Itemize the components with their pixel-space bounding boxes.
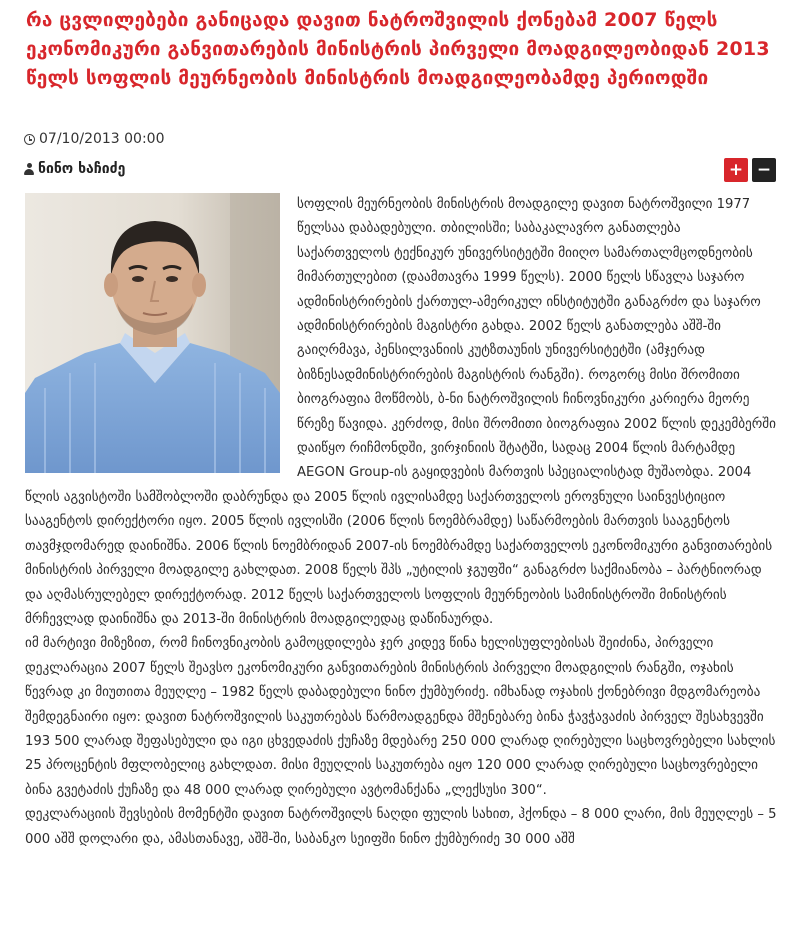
article-title: რა ცვლილებები განიცადა დავით ნატროშვილის ქონებამ 2007 წელს ეკონომიკური განვითარების მინისტრის პირველი მოადგილეობიდან 2013 წელს სოფლის მეურნეობის მინისტრის მოადგილეობამდე პერიოდში (26, 9, 770, 89)
article-body (25, 193, 777, 852)
article-date-text: 07/10/2013 00:00 (39, 131, 165, 147)
article-author-name[interactable]: ნინო ხაჩიძე (38, 161, 126, 177)
font-decrease-button[interactable]: − (752, 158, 776, 182)
font-increase-button[interactable]: + (724, 158, 748, 182)
clock-icon (24, 134, 35, 145)
article-date (24, 131, 165, 147)
article-paragraph: სოფლის მეურნეობის მინისტრის მოადგილე დავით ნატროშვილი 1977 წელსაა დაბადებული. თბილისში; საბაკალავრო განათლება საქართველოს ტექნიკურ უნივერსიტეტში მიიღო სამართალმცოდნეობის მიმართულებით (დაამთავრა 1999 წელს). 2000 წელს სწავლა საჯარო ადმინისტრირების ქართულ-ამერიკულ ინსტიტუტში განაგრძო და საჯარო ადმინისტრირების მაგისტრი გახდა. 2002 წელს განათლება აშშ-ში გაიღრმავა, პენსილვანიის კუტზთაუნის უნივერსიტეტში (ამჯერად ბიზნესადმინისტრირების მაგისტრის რანგში). როგორც მისი შრომითი ბიოგრაფია მოწმობს, ბ-ნი ნატროშვილის ჩინოვნიკური კარიერა მეორე წრეზე წავიდა. კერძოდ, მისი შრომითი ბიოგრაფია 2002 წლის დეკემბერში დაიწყო რიჩმონდში, ვირჯინიის შტატში, სადაც 2004 წლის მარტამდე AEGON Group-ის გაყიდვების მართვის სპეციალისტად მუშაობდა. 2004 წლის აგვისტოში სამშობლოში დაბრუნდა და 2005 წლის ივლისამდე საქართველოს ეროვნული საინვესტიციო სააგენტოს დირექტორი იყო. 2005 წლის ივლისში (2006 წლის ნოემბრამდე) საწარმოების მართვის სააგენტოს თავმჯდომარედ დაინიშნა. 2006 წლის ნოემბრიდან 2007-ის ნოემბრამდე საქართველოს ეკონომიკური განვითარების მინისტრის პირველი მოადგილე გახლდათ. 2008 წელს შპს „უტილის ჯგუფში“ განაგრძო საქმიანობა – პარტნიორად და აღმასრულებელ დირექტორად. 2012 წელს საქართველოს სოფლის მეურნეობის სამინისტროში მინისტრის მრჩევლად დაინიშნა და 2013-ში მინისტრის მოადგილედაც დაწინაურდა. (25, 197, 776, 627)
article-author[interactable] (24, 161, 125, 177)
photo-spacer (25, 193, 297, 471)
article-paragraph: იმ მარტივი მიზეზით, რომ ჩინოვნიკობის გამოცდილება ჯერ კიდევ წინა ხელისუფლებისას შეიძინა, პირველი დეკლარაცია 2007 წელს შეავსო ეკონომიკური განვითარების მინისტრის პირველი მოადგილის რანგში, ოჯახის წევრად კი მიუთითა მეუღლე – 1982 წელს დაბადებული ნინო ქუმბურიძე. იმხანად ოჯახის ქონებრივი მდგომარეობა შემდეგნაირი იყო: დავით ნატროშვილის საკუთრებას წარმოადგენდა მშენებარე ბინა ჭავჭავაძის პირველ შესახვევში 193 500 ლარად შეფასებული და იგი ცხვედაძის ქუჩაზე მდებარე 250 000 ლარად ღირებული საცხოვრებელი სახლის 25 პროცენტის მფლობელიც გახლდათ. მისი მეუღლის საკუთრება იყო 120 000 ლარად ღირებული საცხოვრებელი ბინა გვეტაძის ქუჩაზე და 48 000 ლარად ღირებული ავტომანქანა „ლექსუსი 300“. (25, 636, 776, 798)
user-icon (24, 163, 34, 175)
article-paragraph: დეკლარაციის შევსების მომენტში დავით ნატროშვილს ნაღდი ფულის სახით, ჰქონდა – 8 000 ლარი, მის მეუღლეს – 5 000 აშშ დოლარი და, ამასთანავე, აშშ-ში, საბანკო სეიფში ნინო ქუმბურიძე 30 000 აშშ (25, 807, 777, 847)
